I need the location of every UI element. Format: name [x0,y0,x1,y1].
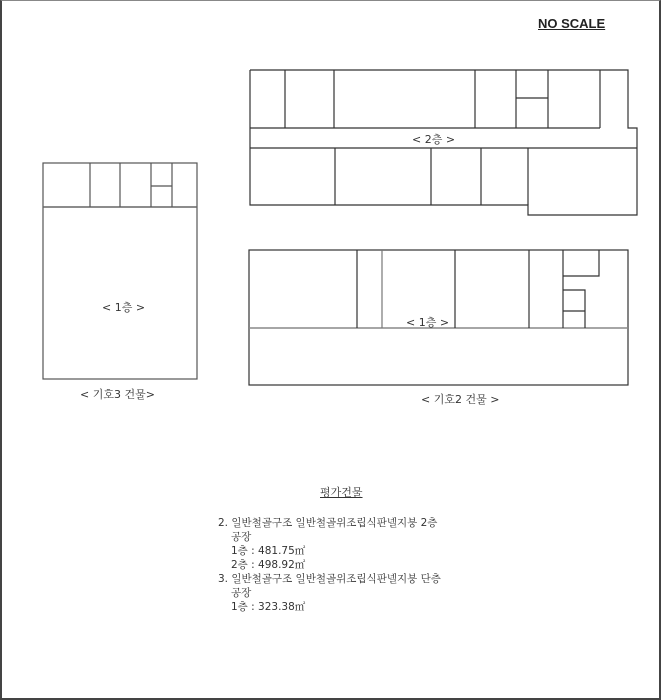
legend-item-2-description: 2. 일반철골구조 일반철골위조립식판넬지붕 2층 [218,517,438,529]
building-2-floor-2-label: < 2층 > [412,133,456,146]
no-scale-note: NO SCALE [538,16,606,31]
building-3-caption: < 기호3 건물> [80,388,155,401]
building-2-floor-1-label: < 1층 > [406,316,450,329]
legend-item-2-area-1: 1층 : 481.75㎡ [231,545,306,557]
legend-item-2-area-2: 2층 : 498.92㎡ [231,559,306,571]
legend-item-3-use: 공장 [231,587,252,599]
legend-item-3-area-1: 1층 : 323.38㎡ [231,601,306,613]
building-2-caption: < 기호2 건물 > [421,393,500,406]
building-3-floor-1-plan [43,163,197,379]
building-3-floor-1-label: < 1층 > [102,301,146,314]
legend-item-2-use: 공장 [231,531,252,543]
legend-title: 평가건물 [320,486,363,499]
legend-item-3-description: 3. 일반철골구조 일반철골위조립식판넬지붕 단층 [218,573,441,585]
